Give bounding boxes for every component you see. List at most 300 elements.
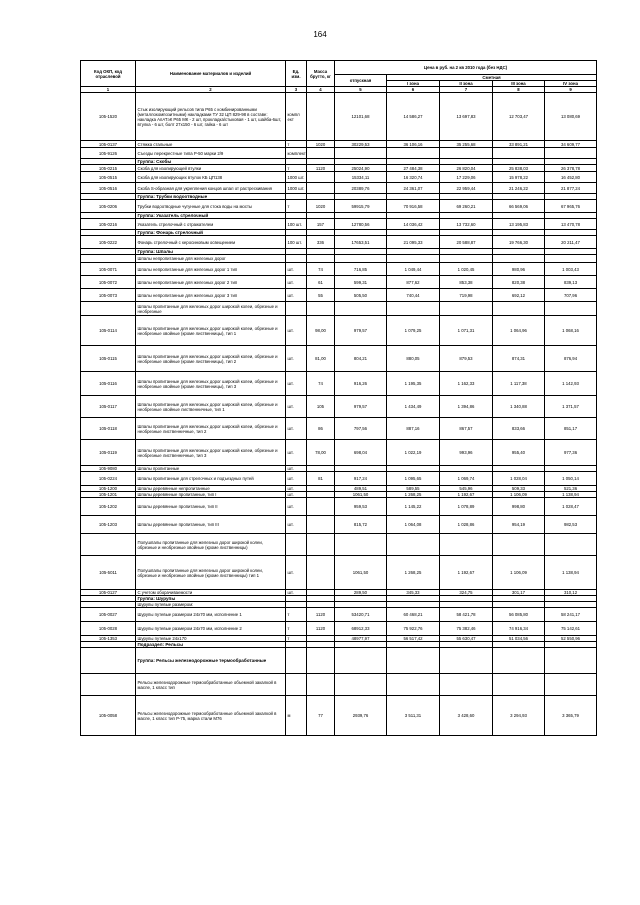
group-name: Группа: Трубки водоотводные [136, 194, 286, 200]
empty-cell [307, 255, 335, 263]
empty-cell [307, 648, 335, 674]
header-price-title: Цена в руб. на 2 кв 2010 года (без НДС) [335, 61, 597, 75]
zone-1-price: 740,44 [387, 289, 440, 302]
table-row [81, 236, 597, 249]
zone-3-price: 955,40 [493, 440, 545, 466]
table-row [81, 183, 597, 194]
item-unit: шт. [286, 396, 307, 418]
item-name: Шпалы деревянные пропитанные, тип II [136, 498, 286, 516]
item-unit: 1000 шт. [286, 183, 307, 194]
group-name: Группа: Рельсы железнодорожные термообработанные [136, 648, 286, 674]
item-name: Скоба S-образная для укрепления концов шпал от растрескивания [136, 183, 286, 194]
zone-3-price: 509,33 [493, 486, 545, 492]
zone-3-price: 820,38 [493, 276, 545, 289]
item-unit: шт. [286, 498, 307, 516]
item-name: Шпалы деревянные пропитанные, тип I [136, 492, 286, 498]
release-price: 15334,11 [335, 172, 387, 183]
zone-1-price: 887,16 [387, 418, 440, 440]
empty-cell [545, 648, 597, 674]
item-name: С учетом оборачиваемости [136, 590, 286, 596]
group-name: Группа: Фонарь стрелочный [136, 230, 286, 236]
zone-4-price: 839,13 [545, 276, 597, 289]
item-mass [307, 172, 335, 183]
zone-4-price: 1 050,14 [545, 472, 597, 486]
table-row [81, 316, 597, 346]
column-number: 5 [335, 87, 387, 93]
zone-2-price: 55 630,47 [440, 636, 493, 642]
item-name: Трубки водоотводные чугунные для стока воды на мосты [136, 200, 286, 213]
item-name: Скоба для изолирующей втулки [136, 165, 286, 172]
item-name: Стяжка стальные [136, 141, 286, 148]
table-row [81, 396, 597, 418]
subheading-row [81, 534, 597, 556]
group-row [81, 648, 597, 674]
item-mass: 81,00 [307, 346, 335, 372]
item-unit: компл ект [286, 93, 307, 141]
table-row [81, 148, 597, 159]
zone-3-price: 874,31 [493, 346, 545, 372]
release-price: 716,85 [335, 263, 387, 276]
item-name: Шпалы непропитанные для железных дорог 1 тип [136, 263, 286, 276]
table-row [81, 418, 597, 440]
item-code: 105-0222 [81, 236, 136, 249]
zone-4-price: 707,96 [545, 289, 597, 302]
column-number: 9 [545, 87, 597, 93]
item-unit: шт. [286, 556, 307, 590]
empty-cell [286, 302, 307, 316]
release-price: 979,57 [335, 316, 387, 346]
empty-cell [545, 302, 597, 316]
table-row [81, 608, 597, 622]
empty-cell [440, 534, 493, 556]
empty-cell [493, 255, 545, 263]
zone-4-price: 1 142,93 [545, 372, 597, 396]
zone-4-price: 16 452,80 [545, 172, 597, 183]
table-row [81, 440, 597, 466]
item-code: 105-1520 [81, 93, 136, 141]
column-number: 3 [286, 87, 307, 93]
header-code: Код ОКП, код отраслевой [81, 61, 136, 87]
empty-cell [545, 255, 597, 263]
zone-1-price: 880,05 [387, 346, 440, 372]
empty-cell [493, 648, 545, 674]
table-row [81, 696, 597, 736]
zone-1-price [387, 148, 440, 159]
item-unit: шт. [286, 466, 307, 472]
item-code: 105-9126 [81, 148, 136, 159]
zone-2-price: 1 162,33 [440, 372, 493, 396]
item-name: Фонарь стрелочный с керосиновым освещением [136, 236, 286, 249]
subheading-code-cell [81, 534, 136, 556]
item-code: 105-0117 [81, 396, 136, 418]
item-code: 105-0071 [81, 263, 136, 276]
table-row [81, 556, 597, 590]
zone-4-price: 26 378,78 [545, 165, 597, 172]
zone-1-price: 16 320,74 [387, 172, 440, 183]
zone-2-price: 35 255,68 [440, 141, 493, 148]
empty-cell [307, 302, 335, 316]
item-code: 105-0072 [81, 276, 136, 289]
subheading-row [81, 674, 597, 696]
release-price [335, 148, 387, 159]
zone-1-price: 56 517,42 [387, 636, 440, 642]
zone-2-price: 719,98 [440, 289, 493, 302]
item-mass: 98,00 [307, 316, 335, 346]
item-code: 105-1201 [81, 492, 136, 498]
zone-3-price: 954,19 [493, 516, 545, 534]
release-price: 959,53 [335, 498, 387, 516]
group-name: Группа: Шурупы [136, 596, 286, 602]
release-price: 25024,90 [335, 165, 387, 172]
table-row [81, 200, 597, 213]
zone-1-price: 1 049,44 [387, 263, 440, 276]
zone-3-price: 13 195,83 [493, 219, 545, 230]
subheading-row [81, 302, 597, 316]
zone-4-price: 521,36 [545, 486, 597, 492]
item-code: 105-0027 [81, 608, 136, 622]
zone-3-price: 33 891,21 [493, 141, 545, 148]
item-name: Шпалы деревянные пропитанные, тип III [136, 516, 286, 534]
zone-4-price [545, 148, 597, 159]
item-name: Скоба для изолирующих втулок КБ ЦП138 [136, 172, 286, 183]
item-name: Шпалы пропитанные для железных дорог широкой колеи, обрезные и необрезные хвойные (кроме лиственницы), тип 3 [136, 372, 286, 396]
header-zone-4: IV зона [545, 81, 597, 87]
header-zone-2: II зона [440, 81, 493, 87]
zone-2-price: 13 697,83 [440, 93, 493, 141]
release-price: 289,50 [335, 590, 387, 596]
zone-4-price: 1 138,94 [545, 492, 597, 498]
item-code: 105-0127 [81, 590, 136, 596]
zone-3-price: 56 085,80 [493, 608, 545, 622]
item-name: Шпалы непропитанные для железных дорог 3 тип [136, 289, 286, 302]
empty-cell [335, 302, 387, 316]
item-name: Шпалы пропитанные для железных дорог широкой колеи, обрезные и необрезные хвойные лиственничные, тип 1 [136, 396, 286, 418]
zone-1-price: 1 022,19 [387, 440, 440, 466]
empty-cell [335, 534, 387, 556]
zone-2-price: 1 069,74 [440, 472, 493, 486]
zone-1-price: 24 361,07 [387, 183, 440, 194]
zone-2-price: 879,53 [440, 346, 493, 372]
item-unit: шт. [286, 316, 307, 346]
zone-1-price: 60 468,21 [387, 608, 440, 622]
item-unit: шт. [286, 486, 307, 492]
empty-cell [335, 255, 387, 263]
zone-1-price: 1 095,65 [387, 472, 440, 486]
zone-3-price: 692,12 [493, 289, 545, 302]
zone-2-price: 867,57 [440, 418, 493, 440]
item-name: Стык изолирующий рельсов типа Р65 с комбинированными (металлокомпозитными) накладками ТУ 32 ЦП 829-98 в составе: накладка АпАТэК Р65 МК - 2 шт, прокладка/стыковая - 1 шт, шайба-6шт, втулка - 6 шт, болт 27х150 - 6 шт, гайка - 6 шт [136, 93, 286, 141]
empty-cell [286, 674, 307, 696]
zone-3-price: 12 703,47 [493, 93, 545, 141]
group-name: Группа: Скобы [136, 159, 286, 165]
item-name: Съезды перекрестные типа Р-50 марки 2/9 [136, 148, 286, 159]
zone-4-price: 982,53 [545, 516, 597, 534]
item-mass: 77 [307, 696, 335, 736]
item-mass: 336 [307, 236, 335, 249]
item-code: 105-9080 [81, 466, 136, 472]
zone-1-price: 1 434,49 [387, 396, 440, 418]
item-code: 105-0028 [81, 622, 136, 636]
empty-cell [286, 534, 307, 556]
release-price: 916,26 [335, 372, 387, 396]
item-code: 105-1200 [81, 486, 136, 492]
table-row [81, 93, 597, 141]
zone-3-price: 74 916,34 [493, 622, 545, 636]
item-unit: шт. [286, 516, 307, 534]
zone-1-price: 14 036,42 [387, 219, 440, 230]
table-row [81, 472, 597, 486]
zone-1-price: 1 145,22 [387, 498, 440, 516]
page-number: 164 [313, 30, 327, 39]
zone-2-price: 75 382,46 [440, 622, 493, 636]
item-mass: 86 [307, 418, 335, 440]
empty-cell [545, 674, 597, 696]
empty-cell [335, 648, 387, 674]
zone-1-price: 36 106,16 [387, 141, 440, 148]
subheading-row [81, 255, 597, 263]
item-unit: шт. [286, 289, 307, 302]
zone-4-price: 1 068,16 [545, 316, 597, 346]
item-unit: т [286, 141, 307, 148]
release-price: 599,31 [335, 276, 387, 289]
item-name: Указатель стрелочный с отражателем [136, 219, 286, 230]
item-unit: шт. [286, 418, 307, 440]
zone-4-price: 20 211,47 [545, 236, 597, 249]
item-code: 105-1353 [81, 636, 136, 642]
zone-2-price: 1 192,67 [440, 492, 493, 498]
item-unit: комплект [286, 148, 307, 159]
item-unit: шт. [286, 346, 307, 372]
item-mass: 74 [307, 372, 335, 396]
release-price: 59915,79 [335, 200, 387, 213]
empty-cell [440, 648, 493, 674]
item-name: Шурупы путевые размером 24х70 мм, исполнение 1 [136, 608, 286, 622]
item-unit: шт. [286, 276, 307, 289]
table-row [81, 165, 597, 172]
zone-1-price: 1 268,25 [387, 492, 440, 498]
header-estimate: Сметная [387, 75, 597, 81]
zone-3-price: 25 838,03 [493, 165, 545, 172]
zone-1-price: 14 586,27 [387, 93, 440, 141]
zone-4-price: 1 003,43 [545, 263, 597, 276]
item-name: Шпалы пропитанные для железных дорог широкой колеи, обрезные и необрезные хвойные (кроме лиственницы), тип 2 [136, 346, 286, 372]
column-number: 1 [81, 87, 136, 93]
item-code: 105-5011 [81, 556, 136, 590]
header-mass: Масса брутто, кг [307, 61, 335, 87]
zone-2-price: 853,38 [440, 276, 493, 289]
empty-cell [387, 648, 440, 674]
item-unit: шт. [286, 372, 307, 396]
zone-1-price: 345,33 [387, 590, 440, 596]
zone-2-price: 1 071,31 [440, 316, 493, 346]
item-code: 105-0119 [81, 440, 136, 466]
release-price: 17653,51 [335, 236, 387, 249]
zone-1-price: 1 064,08 [387, 516, 440, 534]
zone-2-price: 13 732,60 [440, 219, 493, 230]
zone-2-price: 545,96 [440, 486, 493, 492]
item-code: 105-0137 [81, 141, 136, 148]
item-code: 105-0114 [81, 316, 136, 346]
zone-4-price: 75 142,61 [545, 622, 597, 636]
group-name: Группа: Указатель стрелочный [136, 213, 286, 219]
release-price: 2939,76 [335, 696, 387, 736]
zone-1-price: 75 922,76 [387, 622, 440, 636]
table-row [81, 141, 597, 148]
column-number: 2 [136, 87, 286, 93]
release-price: 489,51 [335, 486, 387, 492]
header-zone-3: III зона [493, 81, 545, 87]
table-body [81, 93, 597, 736]
empty-cell [307, 534, 335, 556]
zone-2-price: 1 078,89 [440, 498, 493, 516]
item-name: Рельсы железнодорожные термообработанные объемной закалкой в масле, 1 класс тип Р-75, марка стали М76 [136, 696, 286, 736]
subheading-name: Полушпалы пропитанные для железных дорог широкой колеи, обрезные и необрезные хвойные (кроме лиственницы) [136, 534, 286, 556]
zone-4-price: 13 080,69 [545, 93, 597, 141]
item-name: Полушпалы пропитанные для железных дорог широкой колеи, обрезные и необрезные хвойные (кроме лиственницы) тип 1 [136, 556, 286, 590]
release-price: 797,56 [335, 418, 387, 440]
group-name: Подраздел: Рельсы [136, 642, 286, 648]
table-row [81, 263, 597, 276]
item-name: Шпалы пропитанные [136, 466, 286, 472]
zone-2-price: 1 192,67 [440, 556, 493, 590]
empty-cell [387, 674, 440, 696]
item-code: 105-0224 [81, 472, 136, 486]
item-mass [307, 183, 335, 194]
empty-cell [440, 255, 493, 263]
zone-4-price: 876,94 [545, 346, 597, 372]
group-name: Группа: Шпалы [136, 249, 286, 255]
zone-4-price: 67 965,76 [545, 200, 597, 213]
zone-4-price: 3 365,79 [545, 696, 597, 736]
zone-4-price: 52 550,96 [545, 636, 597, 642]
empty-cell [545, 534, 597, 556]
release-price: 53420,71 [335, 608, 387, 622]
item-name: Шпалы пропитанные для железных дорог широкой колеи, обрезные и необрезные хвойные (кроме лиственницы), тип 1 [136, 316, 286, 346]
zone-2-price: 1 028,86 [440, 516, 493, 534]
item-name: Шпалы пропитанные для железных дорог широкой колеи, обрезные и необрезные лиственничные, тип 2 [136, 418, 286, 440]
zone-1-price: 1 079,25 [387, 316, 440, 346]
empty-cell [307, 674, 335, 696]
empty-cell [493, 302, 545, 316]
zone-3-price: 3 294,93 [493, 696, 545, 736]
empty-cell [493, 674, 545, 696]
zone-3-price: 19 766,30 [493, 236, 545, 249]
item-code: 105-0058 [81, 696, 136, 736]
empty-cell [387, 534, 440, 556]
item-mass: 74 [307, 263, 335, 276]
zone-2-price: 22 959,44 [440, 183, 493, 194]
empty-cell [286, 255, 307, 263]
release-price: 12101,68 [335, 93, 387, 141]
item-name: Шпалы пропитанные для железных дорог широкой колеи, обрезные и необрезные лиственничные, тип 3 [136, 440, 286, 466]
release-price: 48977,97 [335, 636, 387, 642]
table-row [81, 372, 597, 396]
item-mass: 1120 [307, 165, 335, 172]
zone-4-price: 310,12 [545, 590, 597, 596]
zone-4-price: 21 877,24 [545, 183, 597, 194]
release-price: 1061,50 [335, 492, 387, 498]
table-row [81, 289, 597, 302]
zone-3-price: 15 978,22 [493, 172, 545, 183]
table-row [81, 622, 597, 636]
release-price: 979,57 [335, 396, 387, 418]
zone-1-price: 70 916,58 [387, 200, 440, 213]
item-code: 105-0116 [81, 372, 136, 396]
zone-3-price [493, 148, 545, 159]
empty-cell [387, 255, 440, 263]
header-name: Наименование материалов и изделий [136, 61, 286, 87]
column-number: 7 [440, 87, 493, 93]
zone-3-price: 1 340,88 [493, 396, 545, 418]
release-price: 804,21 [335, 346, 387, 372]
zone-3-price: 998,80 [493, 498, 545, 516]
item-name: Шпалы непропитанные для железных дорог 2 тип [136, 276, 286, 289]
column-number: 4 [307, 87, 335, 93]
empty-cell [387, 302, 440, 316]
zone-4-price: 1 028,47 [545, 498, 597, 516]
subheading-code-cell [81, 255, 136, 263]
item-mass: 1120 [307, 622, 335, 636]
empty-cell [493, 534, 545, 556]
item-code: 105-0115 [81, 346, 136, 372]
zone-4-price: 1 138,94 [545, 556, 597, 590]
zone-3-price: 66 569,06 [493, 200, 545, 213]
item-unit: 1000 шт. [286, 172, 307, 183]
zone-3-price: 833,66 [493, 418, 545, 440]
empty-cell [335, 674, 387, 696]
item-mass: 81 [307, 472, 335, 486]
item-unit: шт. [286, 492, 307, 498]
header-zone-1: I зона [387, 81, 440, 87]
zone-4-price: 34 609,77 [545, 141, 597, 148]
zone-1-price: 1 268,25 [387, 556, 440, 590]
release-price: 505,50 [335, 289, 387, 302]
item-unit: шт. [286, 590, 307, 596]
release-price: 12780,56 [335, 219, 387, 230]
item-unit: шт. [286, 472, 307, 486]
zone-3-price: 21 246,22 [493, 183, 545, 194]
table-row [81, 219, 597, 230]
zone-2-price [440, 148, 493, 159]
release-price: 20389,76 [335, 183, 387, 194]
item-code: 105-0516 [81, 183, 136, 194]
zone-4-price: 851,17 [545, 418, 597, 440]
item-name: Шпалы деревянные непропитанные [136, 486, 286, 492]
release-price: 1061,50 [335, 556, 387, 590]
group-code-cell [81, 648, 136, 674]
item-code: 105-1202 [81, 498, 136, 516]
item-code: 105-0118 [81, 418, 136, 440]
release-price: 917,24 [335, 472, 387, 486]
zone-2-price: 1 020,45 [440, 263, 493, 276]
empty-cell [286, 648, 307, 674]
zone-3-price: 301,17 [493, 590, 545, 596]
item-unit: 100 шт. [286, 219, 307, 230]
zone-1-price: 21 095,33 [387, 236, 440, 249]
item-mass [307, 556, 335, 590]
zone-3-price: 51 034,56 [493, 636, 545, 642]
item-mass: 55 [307, 289, 335, 302]
item-unit: шт. [286, 263, 307, 276]
item-mass: 61 [307, 276, 335, 289]
item-mass [307, 148, 335, 159]
item-name: Шпалы пропитанные для стрелочных и подъездных путей [136, 472, 286, 486]
item-mass: 1020 [307, 141, 335, 148]
item-unit: т [286, 622, 307, 636]
zone-2-price: 17 229,06 [440, 172, 493, 183]
zone-2-price: 58 421,78 [440, 608, 493, 622]
subheading-name: Шурупы путевые размером: [136, 602, 286, 608]
